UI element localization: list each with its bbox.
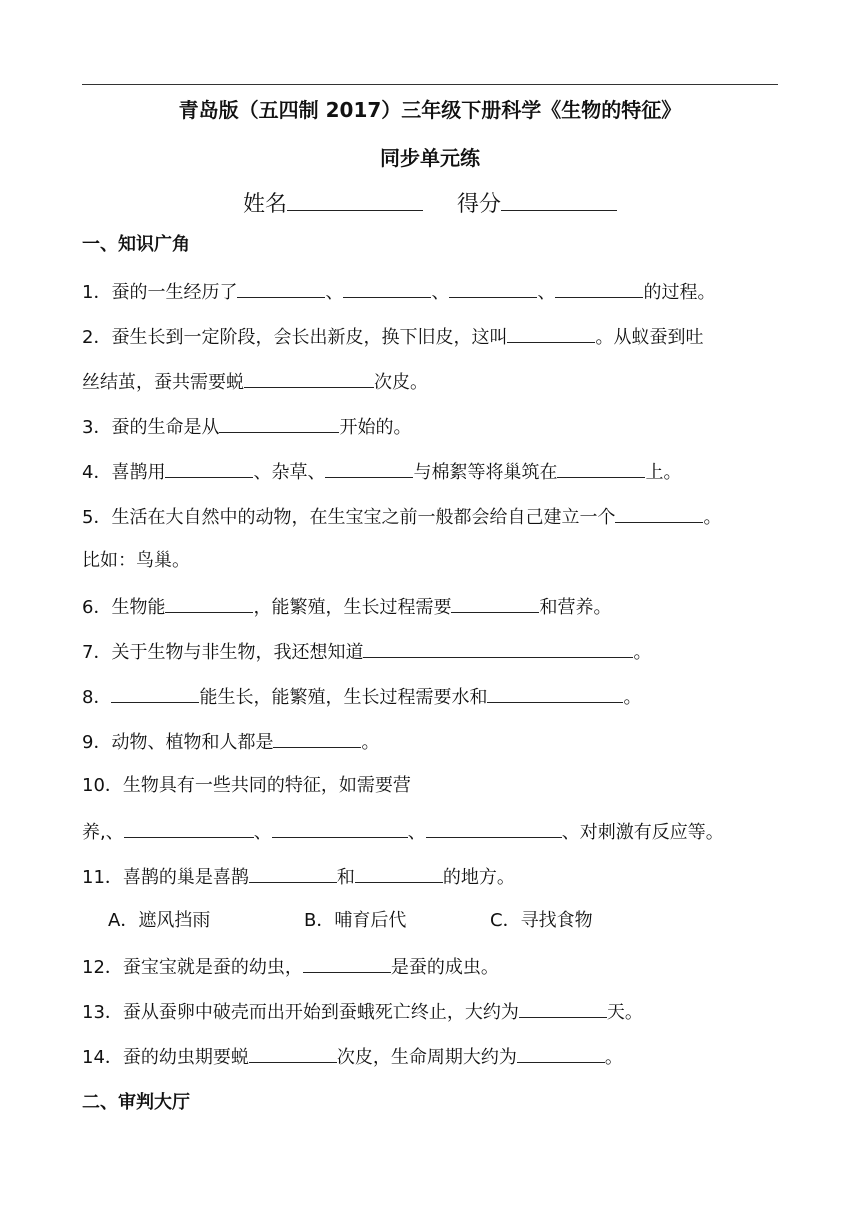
q11-text-end: 的地方。 bbox=[442, 867, 515, 888]
q10-blank-2[interactable] bbox=[272, 818, 408, 838]
q4-blank-1[interactable] bbox=[165, 458, 253, 478]
q8-text: 8． bbox=[82, 687, 112, 708]
q12-blank-1[interactable] bbox=[303, 953, 391, 973]
q12-text: 12．蚕宝宝就是蚕的幼虫， bbox=[82, 957, 303, 978]
q6-blank-2[interactable] bbox=[451, 593, 539, 613]
q5-text-end: 。 bbox=[703, 507, 722, 528]
q14-text-mid: 次皮，生命周期大约为 bbox=[336, 1047, 517, 1068]
question-14 bbox=[82, 1043, 623, 1071]
q5-text: 5．生活在大自然中的动物，在生宝宝之前一般都会给自己建立一个 bbox=[82, 507, 616, 528]
name-score-row bbox=[0, 186, 860, 220]
question-5-cont: 比如：鸟巢。 bbox=[82, 550, 190, 571]
q12-text-end: 是蚕的成虫。 bbox=[390, 957, 499, 978]
q14-blank-2[interactable] bbox=[517, 1043, 605, 1063]
q4-text-end: 上。 bbox=[645, 462, 682, 483]
q11-blank-1[interactable] bbox=[249, 863, 337, 883]
q14-blank-1[interactable] bbox=[249, 1043, 337, 1063]
q6-text-mid: ，能繁殖，生长过程需要 bbox=[253, 597, 452, 618]
question-10-cont bbox=[82, 818, 724, 846]
q1-sep: 、 bbox=[537, 282, 556, 303]
q11-text-mid: 和 bbox=[336, 867, 355, 888]
question-3 bbox=[82, 413, 411, 441]
q4-text: 4．喜鹊用 bbox=[82, 462, 166, 483]
q9-text: 9．动物、植物和人都是 bbox=[82, 732, 274, 753]
q10-blank-1[interactable] bbox=[124, 818, 254, 838]
q1-text: 1．蚕的一生经历了 bbox=[82, 282, 238, 303]
q1-blank-1[interactable] bbox=[237, 278, 325, 298]
q10-text-line2: 养,、 bbox=[82, 822, 124, 843]
q14-text: 14．蚕的幼虫期要蜕 bbox=[82, 1047, 249, 1068]
q7-text: 7．关于生物与非生物，我还想知道 bbox=[82, 642, 364, 663]
question-2-cont bbox=[82, 368, 428, 396]
q1-sep: 、 bbox=[325, 282, 344, 303]
q3-blank-1[interactable] bbox=[219, 413, 339, 433]
q11-option-b[interactable]: B．哺育后代 bbox=[304, 910, 407, 931]
q10-blank-3[interactable] bbox=[426, 818, 562, 838]
score-label: 得分 bbox=[457, 192, 502, 217]
q9-text-end: 。 bbox=[361, 732, 380, 753]
q1-blank-3[interactable] bbox=[449, 278, 537, 298]
header-rule bbox=[82, 84, 778, 85]
q7-blank-1[interactable] bbox=[363, 638, 633, 658]
q10-sep: 、 bbox=[407, 822, 426, 843]
name-blank[interactable] bbox=[287, 186, 423, 211]
document-title: 青岛版（五四制 2017）三年级下册科学《生物的特征》 bbox=[178, 98, 682, 122]
question-13 bbox=[82, 998, 643, 1026]
question-7 bbox=[82, 638, 651, 666]
q7-text-end: 。 bbox=[633, 642, 652, 663]
q11-option-a[interactable]: A．遮风挡雨 bbox=[108, 910, 211, 931]
document-subtitle: 同步单元练 bbox=[380, 146, 480, 170]
question-8 bbox=[82, 683, 641, 711]
q11-option-c[interactable]: C．寻找食物 bbox=[490, 910, 593, 931]
question-2 bbox=[82, 323, 703, 351]
q6-text-end: 和营养。 bbox=[539, 597, 612, 618]
q10-sep: 、 bbox=[253, 822, 272, 843]
q1-text-end: 的过程。 bbox=[643, 282, 716, 303]
q4-blank-2[interactable] bbox=[325, 458, 413, 478]
q13-blank-1[interactable] bbox=[519, 998, 607, 1018]
q8-text-end: 。 bbox=[623, 687, 642, 708]
q2-text-mid: 。从蚁蚕到吐 bbox=[595, 327, 704, 348]
question-1 bbox=[82, 278, 715, 306]
q1-blank-4[interactable] bbox=[555, 278, 643, 298]
q1-sep: 、 bbox=[431, 282, 450, 303]
score-blank[interactable] bbox=[501, 186, 617, 211]
q8-blank-2[interactable] bbox=[487, 683, 623, 703]
q4-blank-3[interactable] bbox=[557, 458, 645, 478]
q2-text: 2．蚕生长到一定阶段，会长出新皮，换下旧皮，这叫 bbox=[82, 327, 508, 348]
name-label: 姓名 bbox=[242, 192, 287, 217]
q2-text-end: 次皮。 bbox=[374, 372, 428, 393]
q2-blank-1[interactable] bbox=[507, 323, 595, 343]
question-4 bbox=[82, 458, 681, 486]
q4-text-mid: 、杂草、 bbox=[253, 462, 326, 483]
question-11-options bbox=[108, 908, 593, 934]
q8-text-mid: 能生长，能繁殖，生长过程需要水和 bbox=[199, 687, 488, 708]
q6-text: 6．生物能 bbox=[82, 597, 166, 618]
q2-text-line2: 丝结茧，蚕共需要蜕 bbox=[82, 372, 244, 393]
question-10: 10．生物具有一些共同的特征，如需要营 bbox=[82, 775, 411, 796]
q13-text-end: 天。 bbox=[606, 1002, 643, 1023]
question-11 bbox=[82, 863, 515, 891]
q13-text: 13．蚕从蚕卵中破壳而出开始到蚕蛾死亡终止，大约为 bbox=[82, 1002, 519, 1023]
q6-blank-1[interactable] bbox=[165, 593, 253, 613]
q11-blank-2[interactable] bbox=[355, 863, 443, 883]
question-9 bbox=[82, 728, 379, 756]
q14-text-end: 。 bbox=[604, 1047, 623, 1068]
q2-blank-2[interactable] bbox=[244, 368, 374, 388]
q1-blank-2[interactable] bbox=[343, 278, 431, 298]
section-heading-1: 一、知识广角 bbox=[82, 234, 190, 255]
q9-blank-1[interactable] bbox=[273, 728, 361, 748]
question-12 bbox=[82, 953, 499, 981]
q3-text-end: 开始的。 bbox=[339, 417, 412, 438]
section-heading-2: 二、审判大厅 bbox=[82, 1092, 190, 1113]
q5-blank-1[interactable] bbox=[615, 503, 703, 523]
q8-blank-1[interactable] bbox=[111, 683, 199, 703]
question-6 bbox=[82, 593, 611, 621]
q4-text-mid2: 与棉絮等将巢筑在 bbox=[413, 462, 558, 483]
q10-text-end: 、对刺激有反应等。 bbox=[561, 822, 724, 843]
q3-text: 3．蚕的生命是从 bbox=[82, 417, 220, 438]
question-5 bbox=[82, 503, 721, 531]
q11-text: 11．喜鹊的巢是喜鹊 bbox=[82, 867, 249, 888]
